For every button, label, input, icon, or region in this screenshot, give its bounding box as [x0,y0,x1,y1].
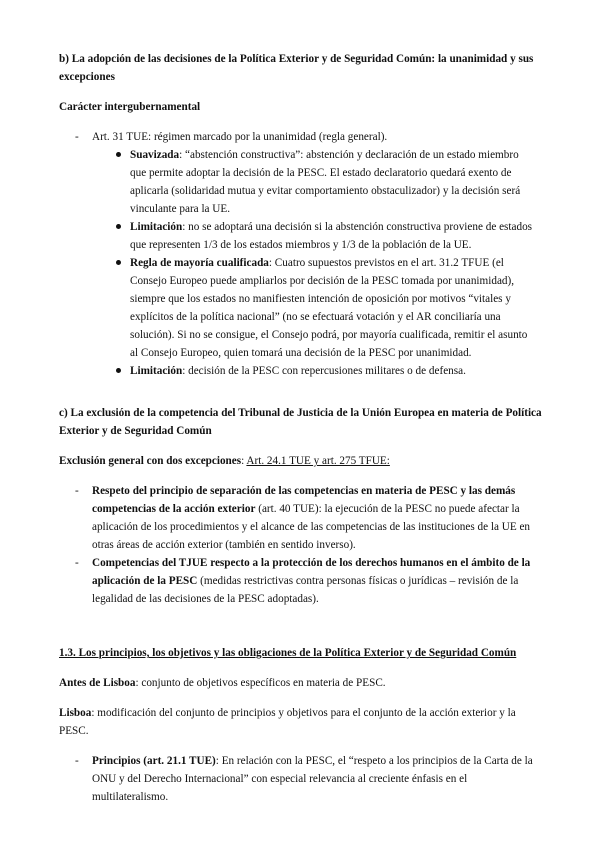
section-13-heading: 1.3. Los principios, los objetivos y las obligaciones de la Política Exterior y de Seguridad Común [59,647,517,659]
bullet-label: Limitación [130,221,183,233]
antes-text: : conjunto de objetivos específicos en materia de PESC. [135,677,386,689]
section-b-subheading: Carácter intergubernamental [59,101,201,113]
exception-derechos-humanos [59,554,545,608]
art31-item: - Art. 31 TUE: régimen marcado por la unanimidad (regla general). [59,128,545,146]
spacer [59,620,545,632]
exclusion-ref: Art. 24.1 TUE y art. 275 TFUE: [246,455,390,467]
exception-label: Competencias del TJUE respecto a la protección de los derechos humanos en el ámbito de la aplicación de la PESC [92,557,531,587]
bullet-text: : no se adoptará una decisión si la abstención constructiva proviene de estados que representen 1/3 de los estados miembros y 1/3 de la población de la UE. [130,221,533,251]
antes-lisboa-line [59,674,545,692]
bullet-label: Limitación [130,365,183,377]
document-page [59,50,545,806]
lisboa-text: : modificación del conjunto de principios y objetivos para el conjunto de la acción exterior y la PESC. [59,707,516,737]
principios-text: : En relación con la PESC, el “respeto a los principios de la Carta de la ONU y del Derecho Internacional” con especial relevancia al creciente énfasis en el multilateralismo. [92,755,533,803]
section-b-heading: b) La adopción de las decisiones de la Política Exterior y de Seguridad Común: la unanimidad y sus excepciones [59,53,534,83]
principios-label: Principios (art. 21.1 TUE) [92,755,216,767]
spacer [59,392,545,404]
spacer [59,380,545,392]
lisboa-line [59,704,545,740]
exception-separacion [59,482,545,554]
bullet-text: : “abstención constructiva”: abstención y declaración de un estado miembro que permite adoptar la decisión de la PESC. El estado declaratorio quedará exento de aplicarla (solidaridad mutua y evitar comportamiento obstaculizador) y la decisión será vinculante para la UE. [130,149,521,215]
section-c-heading: c) La exclusión de la competencia del Tribunal de Justicia de la Unión Europea en materia de Política Exterior y de Seguridad Común [59,407,542,437]
antes-label: Antes de Lisboa [59,677,136,689]
bullet-limitacion-militar [59,362,545,380]
bullet-limitacion [59,218,545,254]
bullet-label: Suavizada [130,149,180,161]
spacer [59,608,545,620]
bullet-suavizada [59,146,545,218]
bullet-text: : Cuatro supuestos previstos en el art. 31.2 TFUE (el Consejo Europeo puede ampliarlos por decisión de la PESC tomada por unanimidad), siempre que los estados no manifiesten intención de oposición por motivos “vitales y explícitos de la política nacional” (no se efectuará votación y el AR conciliaría una solución). Si no se consigue, el Consejo podrá, por mayoría cualificada, remitir el asunto al Consejo Europeo, quien tomará una decisión de la PESC por unanimidad. [130,257,528,359]
bullet-label: Regla de mayoría cualificada [130,257,269,269]
bullet-mayoria-cualificada [59,254,545,362]
spacer [59,632,545,644]
exception-text: (art. 40 TUE): la ejecución de la PESC no puede afectar la aplicación de los procedimientos y el alcance de las competencias de las instituciones de la UE en otras áreas de acción exterior (también en sentido inverso). [92,503,531,551]
exclusion-sep: : [241,455,247,467]
principios-item [59,752,545,806]
lisboa-label: Lisboa [59,707,92,719]
bullet-text: : decisión de la PESC con repercusiones militares o de defensa. [182,365,466,377]
exclusion-line [59,452,545,470]
exception-text: (medidas restrictivas contra personas físicas o jurídicas – revisión de la legalidad de las decisiones de la PESC adoptadas). [92,575,519,605]
exclusion-label: Exclusión general con dos excepciones [59,455,242,467]
exception-label: Respeto del principio de separación de las competencias en materia de PESC y las demás competencias de la acción exterior [92,485,516,515]
